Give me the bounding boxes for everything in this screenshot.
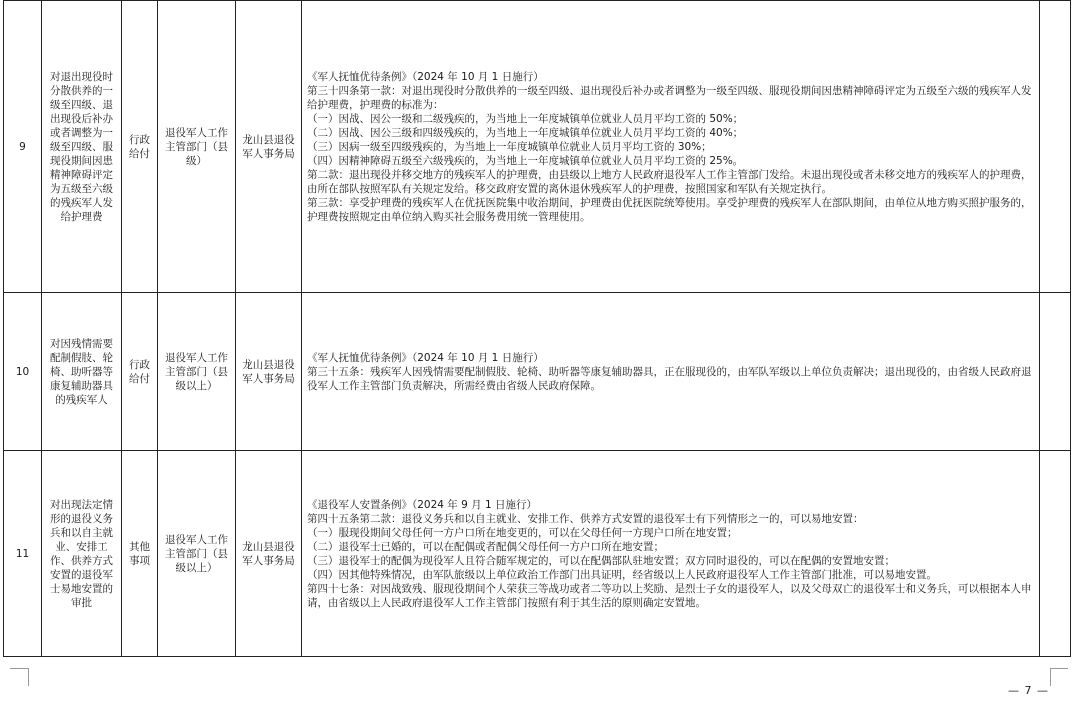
basis-line: （三）因病一级至四级残疾的，为当地上一年度城镇单位就业人员月平均工资的 30%；: [307, 140, 712, 153]
legal-basis-cell: [302, 451, 1040, 657]
basis-line: 第三款：享受护理费的残疾军人在优抚医院集中收治期间，护理费由优抚医院统筹使用。享受护理费的残疾军人在部队期间，由单位从地方购买照护服务的，护理费按照规定由单位纳入购买社会服务费用统一管理使用。: [307, 196, 1032, 223]
item-name-cell: 对退出现役时分散供养的一级至四级、退出现役后补办或者调整为一级至四级、服现役期间因患精神障碍评定为五级至六级的残疾军人发给护理费: [42, 1, 122, 293]
basis-line: 《军人抚恤优待条例》（2024 年 10 月 1 日施行）: [307, 70, 544, 83]
department-cell: 退役军人工作主管部门（县级以上）: [158, 293, 236, 451]
crop-mark: [28, 668, 29, 686]
item-type-cell: 其他事项: [122, 451, 158, 657]
basis-line: 第三十四条第一款：对退出现役时分散供养的一级至四级、退出现役后补办或者调整为一级至四级、服现役期间因患精神障碍评定为五级至六级的残疾军人发给护理费，护理费的标准为：: [307, 84, 1032, 111]
row-number: 10: [4, 293, 42, 451]
table-row: [4, 1, 1071, 293]
page-number: — 7 —: [1008, 684, 1049, 697]
item-name-cell: 对因残情需要配制假肢、轮椅、助听器等康复辅助器具的残疾军人: [42, 293, 122, 451]
basis-line: 第四十五条第二款：退役义务兵和以自主就业、安排工作、供养方式安置的退役军士有下列情形之一的，可以易地安置：: [307, 512, 864, 525]
basis-line: （三）退役军士的配偶为现役军人且符合随军规定的，可以在配偶部队驻地安置；双方同时退役的，可以在配偶的安置地安置；: [307, 554, 895, 567]
crop-mark: [1050, 668, 1068, 669]
legal-basis-cell: [302, 293, 1040, 451]
basis-line: （四）因其他特殊情况，由军队旅级以上单位政治工作部门出具证明，经省级以上人民政府退役军人工作主管部门批准，可以易地安置。: [307, 568, 937, 581]
basis-line: 《军人抚恤优待条例》（2024 年 10 月 1 日施行）: [307, 351, 544, 364]
item-type-cell: 行政给付: [122, 1, 158, 293]
table-row: [4, 451, 1071, 657]
basis-line: 《退役军人安置条例》（2024 年 9 月 1 日施行）: [307, 498, 538, 511]
table-row: [4, 293, 1071, 451]
basis-line: （四）因精神障碍五级至六级残疾的，为当地上一年度城镇单位就业人员月平均工资的 25%。: [307, 154, 744, 167]
organization-cell: 龙山县退役军人事务局: [236, 1, 302, 293]
item-name-cell: 对出现法定情形的退役义务兵和以自主就业、安排工作、供养方式安置的退役军士易地安置的审批: [42, 451, 122, 657]
matters-table: [3, 0, 1071, 657]
basis-line: （一）因战、因公一级和二级残疾的，为当地上一年度城镇单位就业人员月平均工资的 50%；: [307, 112, 744, 125]
basis-line: （二）因战、因公三级和四级残疾的，为当地上一年度城镇单位就业人员月平均工资的 40%；: [307, 126, 744, 139]
crop-mark: [1050, 668, 1051, 686]
row-number: 11: [4, 451, 42, 657]
department-cell: 退役军人工作主管部门（县级）: [158, 1, 236, 293]
basis-line: （二）退役军士已婚的，可以在配偶或者配偶父母任何一方户口所在地安置；: [307, 540, 664, 553]
department-cell: 退役军人工作主管部门（县级以上）: [158, 451, 236, 657]
basis-line: （一）服现役期间父母任何一方户口所在地变更的，可以在父母任何一方现户口所在地安置；: [307, 526, 738, 539]
remarks-cell: [1040, 451, 1071, 657]
organization-cell: 龙山县退役军人事务局: [236, 293, 302, 451]
remarks-cell: [1040, 293, 1071, 451]
basis-line: 第二款：退出现役并移交地方的残疾军人的护理费，由县级以上地方人民政府退役军人工作主管部门发给。未退出现役或者未移交地方的残疾军人的护理费，由所在部队按照军队有关规定发给。移交政府安置的离休退休残疾军人的护理费，按照国家和军队有关规定执行。: [307, 168, 1032, 195]
remarks-cell: [1040, 1, 1071, 293]
item-type-cell: 行政给付: [122, 293, 158, 451]
basis-line: 第三十五条：残疾军人因残情需要配制假肢、轮椅、助听器等康复辅助器具，正在服现役的，由军队军级以上单位负责解决；退出现役的，由省级人民政府退役军人工作主管部门负责解决，所需经费由省级人民政府保障。: [307, 365, 1032, 392]
row-number: 9: [4, 1, 42, 293]
organization-cell: 龙山县退役军人事务局: [236, 451, 302, 657]
basis-line: 第四十七条：对因战致残、服现役期间个人荣获三等战功或者二等功以上奖励、是烈士子女的退役军人，以及父母双亡的退役军士和义务兵，可以根据本人申请，由省级以上人民政府退役军人工作主管部门按照有利于其生活的原则确定安置地。: [307, 582, 1032, 609]
legal-basis-cell: [302, 1, 1040, 293]
crop-mark: [10, 668, 28, 669]
